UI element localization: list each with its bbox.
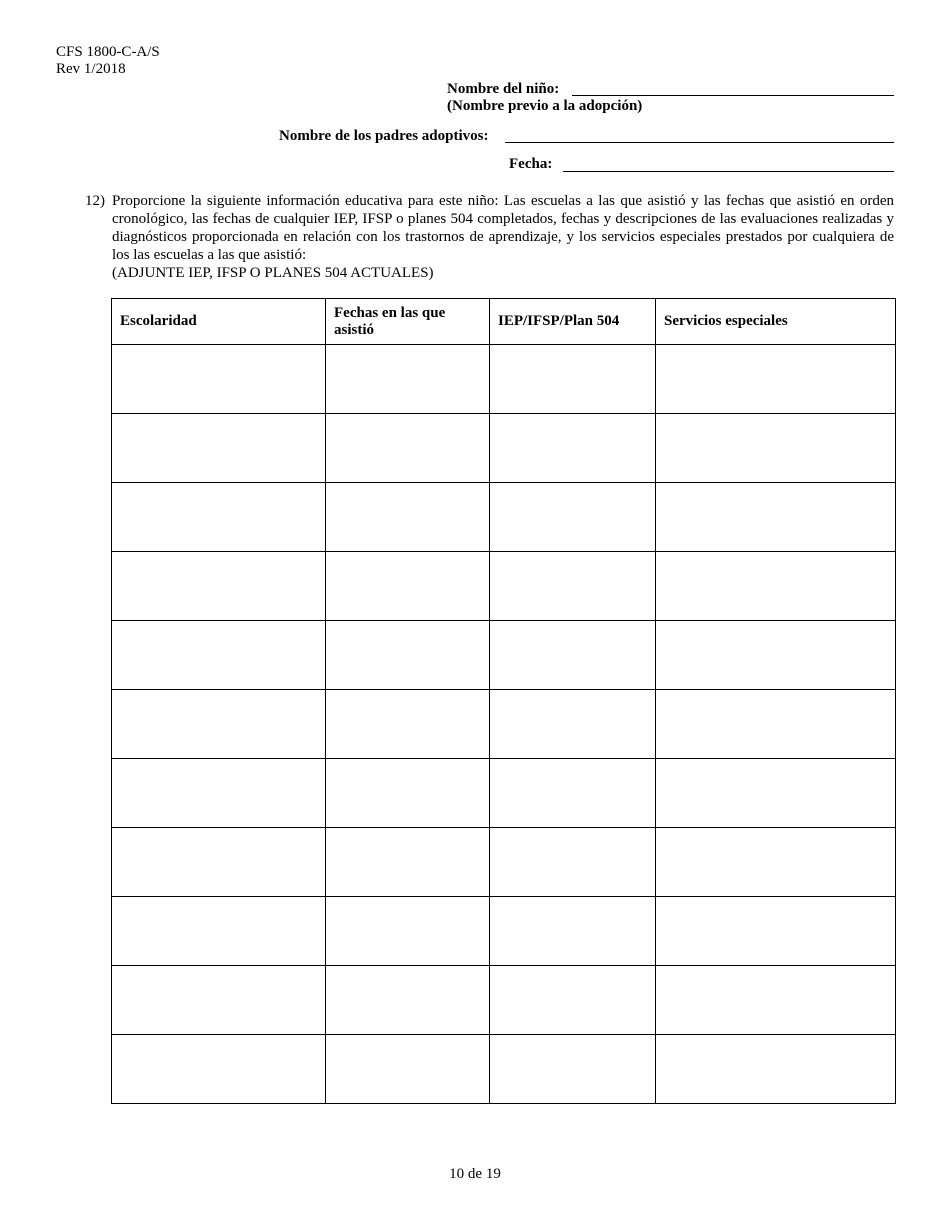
- table-cell[interactable]: [656, 966, 896, 1035]
- table-cell[interactable]: [326, 1035, 490, 1104]
- table-cell[interactable]: [326, 828, 490, 897]
- question-text: Proporcione la siguiente información educativa para este niño: Las escuelas a las que asistió y las fechas que asistió en orden cronológico, las fechas de cualquier IEP, IFSP o planes 504 completados, fechas y descripciones de las evaluaciones realizadas y diagnósticos proporcionada en relación con los trastornos de aprendizaje, y los servicios especiales prestados por cualquiera de los las escuelas a las que asistió:: [112, 193, 894, 263]
- table-cell[interactable]: [326, 414, 490, 483]
- table-cell[interactable]: [490, 828, 656, 897]
- table-cell[interactable]: [112, 966, 326, 1035]
- table-row: [112, 966, 896, 1035]
- table-cell[interactable]: [112, 759, 326, 828]
- table-cell[interactable]: [490, 690, 656, 759]
- table-cell[interactable]: [656, 552, 896, 621]
- table-cell[interactable]: [490, 552, 656, 621]
- table-cell[interactable]: [490, 1035, 656, 1104]
- table-cell[interactable]: [490, 483, 656, 552]
- header-dates-attended: Fechas en las que asistió: [326, 299, 490, 345]
- table-cell[interactable]: [490, 759, 656, 828]
- table-cell[interactable]: [112, 552, 326, 621]
- table-cell[interactable]: [656, 483, 896, 552]
- table-row: [112, 345, 896, 414]
- parents-name-label: Nombre de los padres adoptivos:: [279, 128, 489, 144]
- table-cell[interactable]: [656, 690, 896, 759]
- table-cell[interactable]: [112, 483, 326, 552]
- education-table: [111, 298, 896, 1104]
- table-cell[interactable]: [656, 1035, 896, 1104]
- table-cell[interactable]: [490, 414, 656, 483]
- question-number: 12): [85, 193, 105, 209]
- table-cell[interactable]: [326, 621, 490, 690]
- date-field[interactable]: [563, 171, 894, 172]
- table-cell[interactable]: [656, 759, 896, 828]
- header-special-services: Servicios especiales: [656, 299, 896, 345]
- table-row: [112, 1035, 896, 1104]
- table-row: [112, 552, 896, 621]
- child-name-field[interactable]: [572, 95, 894, 96]
- table-row: [112, 621, 896, 690]
- table-cell[interactable]: [656, 621, 896, 690]
- table-cell[interactable]: [112, 1035, 326, 1104]
- table-cell[interactable]: [326, 759, 490, 828]
- table-row: [112, 828, 896, 897]
- table-row: [112, 897, 896, 966]
- header-iep-ifsp-504: IEP/IFSP/Plan 504: [490, 299, 656, 345]
- table-cell[interactable]: [656, 414, 896, 483]
- table-cell[interactable]: [656, 345, 896, 414]
- table-header-row: [112, 299, 896, 345]
- attach-note: (ADJUNTE IEP, IFSP O PLANES 504 ACTUALES): [112, 265, 434, 281]
- table-cell[interactable]: [112, 621, 326, 690]
- parents-name-field[interactable]: [505, 142, 894, 143]
- table-cell[interactable]: [326, 966, 490, 1035]
- table-row: [112, 414, 896, 483]
- table-cell[interactable]: [656, 897, 896, 966]
- table-cell[interactable]: [112, 690, 326, 759]
- table-cell[interactable]: [326, 552, 490, 621]
- table-row: [112, 759, 896, 828]
- table-cell[interactable]: [112, 345, 326, 414]
- table-cell[interactable]: [490, 897, 656, 966]
- table-cell[interactable]: [112, 897, 326, 966]
- date-label: Fecha:: [509, 156, 553, 172]
- form-code: CFS 1800-C-A/S: [56, 44, 160, 60]
- table-cell[interactable]: [112, 828, 326, 897]
- table-cell[interactable]: [326, 483, 490, 552]
- table-cell[interactable]: [326, 345, 490, 414]
- child-name-label: Nombre del niño:: [447, 81, 560, 97]
- table-cell[interactable]: [326, 897, 490, 966]
- table-cell[interactable]: [490, 966, 656, 1035]
- form-code-block: [56, 44, 160, 78]
- table-row: [112, 483, 896, 552]
- page-number: 10 de 19: [449, 1166, 501, 1182]
- table-cell[interactable]: [490, 345, 656, 414]
- table-cell[interactable]: [490, 621, 656, 690]
- table-cell[interactable]: [112, 414, 326, 483]
- child-name-note: (Nombre previo a la adopción): [447, 98, 643, 114]
- form-revision: Rev 1/2018: [56, 61, 126, 77]
- table-row: [112, 690, 896, 759]
- header-schooling: Escolaridad: [112, 299, 326, 345]
- table-cell[interactable]: [656, 828, 896, 897]
- table-cell[interactable]: [326, 690, 490, 759]
- table-body: [112, 345, 896, 1104]
